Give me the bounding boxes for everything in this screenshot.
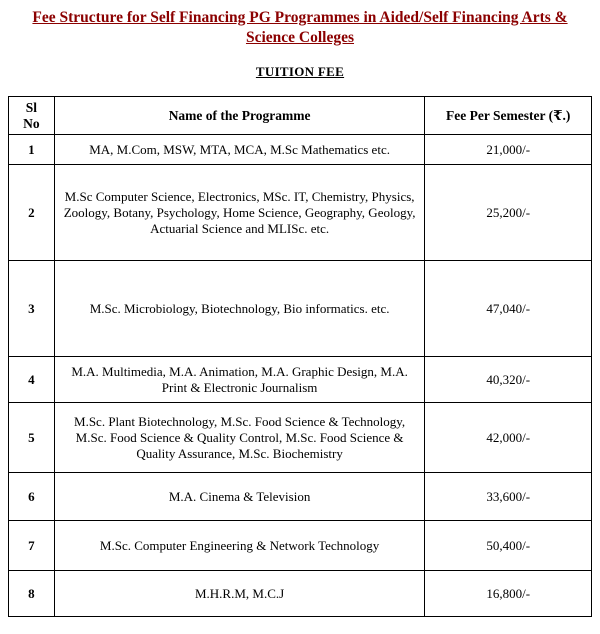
table-row	[9, 571, 592, 617]
table-row	[9, 135, 592, 165]
programme-cell: M.H.R.M, M.C.J	[54, 571, 425, 617]
table-header-row	[9, 97, 592, 135]
sl-no-cell: 4	[9, 357, 55, 403]
page-title-line2: Science Colleges	[245, 29, 355, 47]
programme-cell: M.A. Cinema & Television	[54, 473, 425, 521]
fee-structure-table	[8, 96, 592, 617]
table-row	[9, 473, 592, 521]
page-title	[0, 8, 600, 48]
fee-cell: 21,000/-	[425, 135, 592, 165]
sl-no-cell: 3	[9, 261, 55, 357]
header-fee-per-semester: Fee Per Semester (₹.)	[425, 97, 592, 135]
fee-cell: 33,600/-	[425, 473, 592, 521]
programme-cell: M.Sc. Microbiology, Biotechnology, Bio informatics. etc.	[54, 261, 425, 357]
fee-cell: 40,320/-	[425, 357, 592, 403]
sl-no-cell: 6	[9, 473, 55, 521]
fee-cell: 50,400/-	[425, 521, 592, 571]
sl-no-cell: 2	[9, 165, 55, 261]
sl-no-cell: 1	[9, 135, 55, 165]
programme-cell: MA, M.Com, MSW, MTA, MCA, M.Sc Mathematics etc.	[54, 135, 425, 165]
page-title-line1: Fee Structure for Self Financing PG Programmes in Aided/Self Financing Arts &	[32, 9, 568, 26]
fee-cell: 16,800/-	[425, 571, 592, 617]
section-subtitle: TUITION FEE	[255, 64, 345, 80]
fee-cell: 42,000/-	[425, 403, 592, 473]
sl-no-cell: 8	[9, 571, 55, 617]
table-row	[9, 261, 592, 357]
programme-cell: M.Sc. Plant Biotechnology, M.Sc. Food Science & Technology, M.Sc. Food Science & Quality Control, M.Sc. Food Science & Quality Assurance, M.Sc. Biochemistry	[54, 403, 425, 473]
sl-no-cell: 7	[9, 521, 55, 571]
table-row	[9, 165, 592, 261]
programme-cell: M.Sc. Computer Engineering & Network Technology	[54, 521, 425, 571]
table-row	[9, 357, 592, 403]
programme-cell: M.Sc Computer Science, Electronics, MSc. IT, Chemistry, Physics, Zoology, Botany, Psychology, Home Science, Geography, Geology, Actuarial Science and MLISc. etc.	[54, 165, 425, 261]
table-row	[9, 403, 592, 473]
programme-cell: M.A. Multimedia, M.A. Animation, M.A. Graphic Design, M.A. Print & Electronic Journalism	[54, 357, 425, 403]
fee-cell: 47,040/-	[425, 261, 592, 357]
table-row	[9, 521, 592, 571]
header-sl-no: Sl No	[9, 97, 55, 135]
fee-cell: 25,200/-	[425, 165, 592, 261]
sl-no-cell: 5	[9, 403, 55, 473]
header-programme-name: Name of the Programme	[54, 97, 425, 135]
